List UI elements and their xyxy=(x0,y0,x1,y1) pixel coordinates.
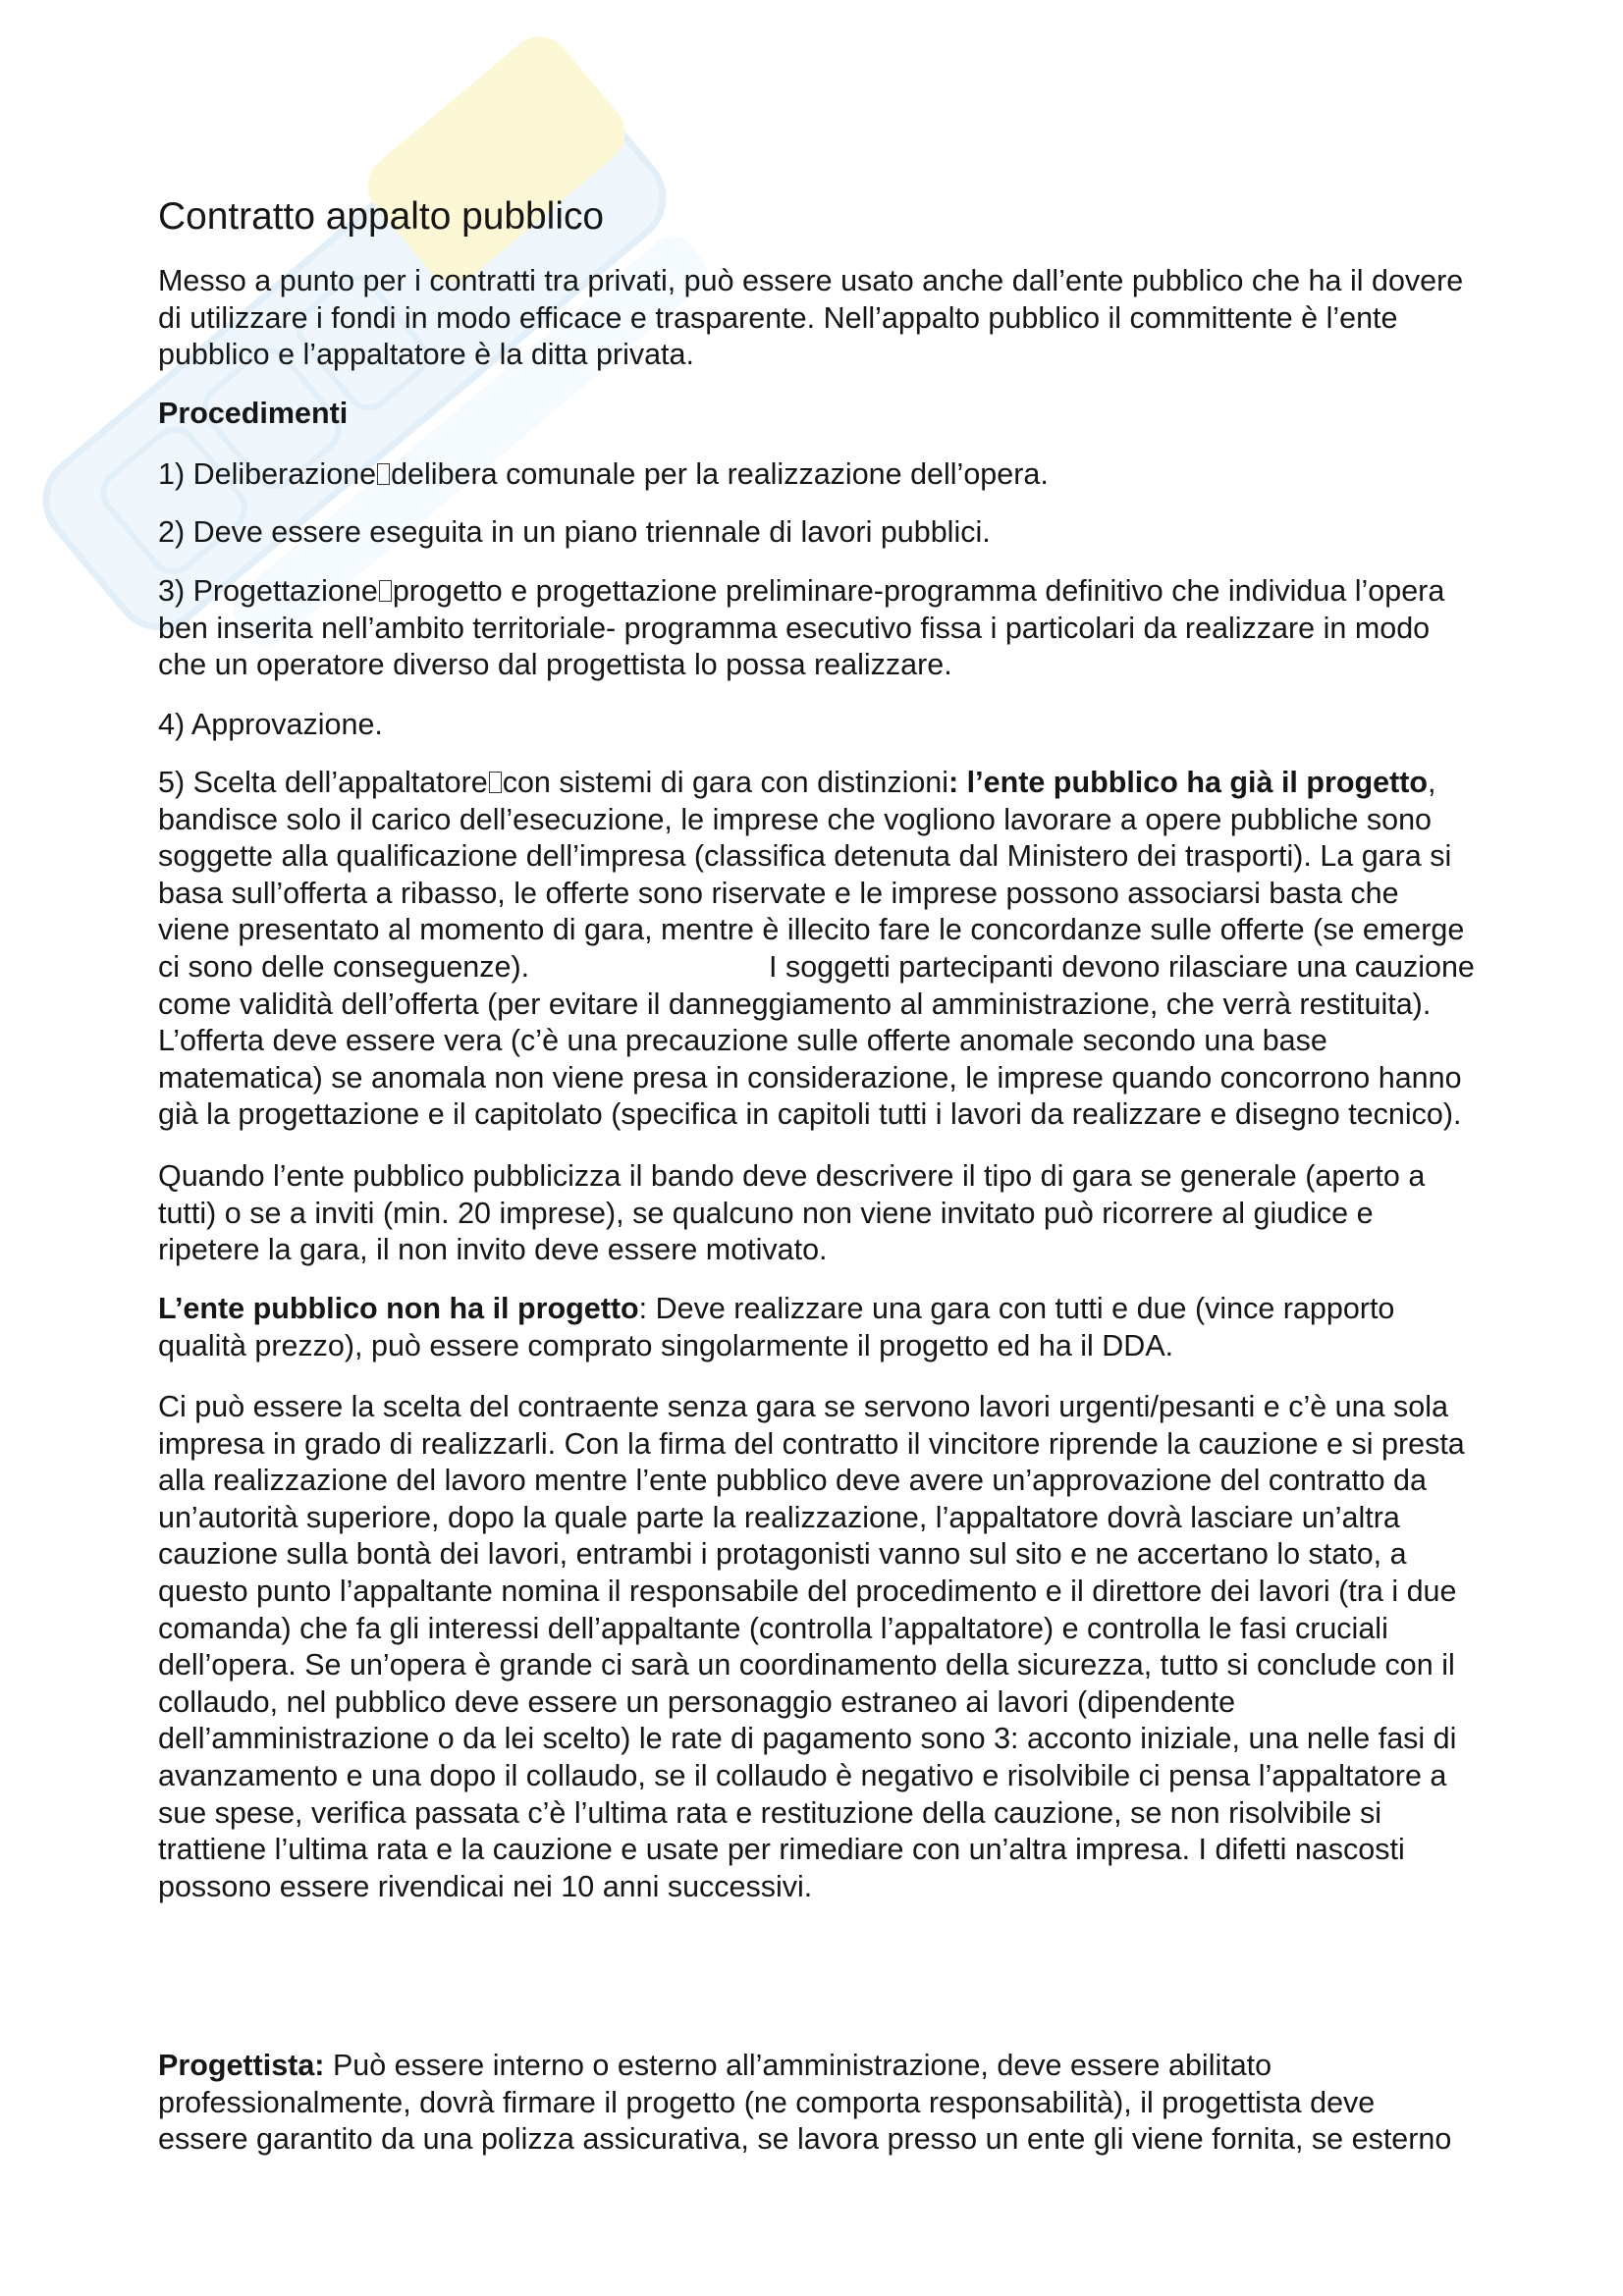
text-line xyxy=(158,949,1475,987)
text-line: Ci può essere la scelta del contraente senza gara se servono lavori urgenti/pesanti e c’è una sola xyxy=(158,1390,1448,1423)
bold-text-segment: : l’ente pubblico ha già il progetto xyxy=(948,766,1429,799)
step-3-paragraph xyxy=(158,573,1444,684)
text-line: L’offerta deve essere vera (c’è una precauzione sulle offerte anomale secondo una base xyxy=(158,1024,1327,1058)
step-4-paragraph xyxy=(158,707,383,744)
bold-text-segment: Progettista: xyxy=(158,2049,325,2082)
procedimenti-heading-block xyxy=(158,396,348,433)
text-line: di utilizzare i fondi in modo efficace e trasparente. Nell’appalto pubblico il committente è l’ente xyxy=(158,300,1398,335)
text-line: un’autorità superiore, dopo la quale parte la realizzazione, l’appaltatore dovrà lasciare un’altra xyxy=(158,1500,1400,1534)
text-line: cauzione sulla bontà dei lavori, entrambi i protagonisti vanno sul sito e ne accertano lo stato, a xyxy=(158,1537,1407,1572)
text-line: tutti) o se a inviti (min. 20 imprese), se qualcuno non viene invitato può ricorrere al giudice e xyxy=(158,1196,1374,1230)
text-line: Messo a punto per i contratti tra privati, può essere usato anche dall’ente pubblico che ha il dovere xyxy=(158,264,1464,297)
senza-gara-paragraph xyxy=(158,1389,1465,1905)
intro-paragraph xyxy=(158,263,1463,374)
text-line: matematica) se anomala non viene presa in considerazione, le imprese quando concorrono hanno xyxy=(158,1060,1462,1095)
text-line: dell’opera. Se un’opera è grande ci sarà un coordinamento della sicurezza, tutto si conclude con il xyxy=(158,1648,1455,1682)
text-line: dell’amministrazione o da lei scelto) le rate di pagamento sono 3: acconto iniziale, una nelle fasi di xyxy=(158,1722,1457,1756)
senza-progetto-paragraph xyxy=(158,1291,1394,1364)
missing-glyph-icon xyxy=(379,580,392,602)
text-line: qualità prezzo), può essere comprato singolarmente il progetto ed ha il DDA. xyxy=(158,1328,1174,1362)
text-line: possono essere rivendicai nei 10 anni successivi. xyxy=(158,1869,813,1903)
text-line: ben inserita nell’ambito territoriale- programma esecutivo fissa i particolari da realizzare in modo xyxy=(158,611,1431,645)
missing-glyph-icon xyxy=(377,463,390,485)
text-line: essere garantito da una polizza assicurativa, se lavora presso un ente gli viene fornita, se esterno xyxy=(158,2122,1452,2157)
progettista-paragraph xyxy=(158,2048,1451,2159)
text-line: Quando l’ente pubblico pubblicizza il bando deve descrivere il tipo di gara se generale (aperto a xyxy=(158,1159,1426,1193)
text-line: comanda) che fa gli interessi dell’appaltante (controlla l’appaltatore) e controlla le fasi cruciali xyxy=(158,1611,1388,1645)
text-line: già la progettazione e il capitolato (specifica in capitoli tutti i lavori da realizzare e disegno tecnico). xyxy=(158,1097,1462,1132)
text-line: 4) Approvazione. xyxy=(158,708,383,741)
text-segment: ci sono delle conseguenze). xyxy=(158,949,530,984)
missing-glyph-icon xyxy=(489,772,502,793)
text-segment: 5) Scelta dell’appaltatore xyxy=(158,766,488,799)
text-line: bandisce solo il carico dell’esecuzione, le imprese che vogliono lavorare a opere pubbliche sono xyxy=(158,802,1433,836)
text-segment: 3) Progettazione xyxy=(158,574,378,608)
step-1-paragraph xyxy=(158,456,1049,494)
text-line: professionalmente, dovrà firmare il progetto (ne comporta responsabilità), il progettista deve xyxy=(158,2085,1376,2119)
text-segment: 1) Deliberazione xyxy=(158,457,377,491)
text-line: che un operatore diverso dal progettista lo possa realizzare. xyxy=(158,648,952,682)
text-segment: con sistemi di gara con distinzioni xyxy=(502,766,949,799)
text-line: 2) Deve essere eseguita in un piano triennale di lavori pubblici. xyxy=(158,515,991,549)
document-title-block xyxy=(158,195,604,239)
text-line: pubblico e l’appaltatore è la ditta privata. xyxy=(158,338,694,372)
text-line: soggette alla qualificazione dell’impresa (classifica detenuta dal Ministero dei trasporti). La gara si xyxy=(158,839,1452,874)
text-segment: : Deve realizzare una gara con tutti e due (vince rapporto xyxy=(638,1292,1395,1325)
text-line xyxy=(158,1291,1394,1328)
text-line: avanzamento e una dopo il collaudo, se il collaudo è negativo e risolvibile ci pensa l’appaltatore a xyxy=(158,1758,1447,1792)
text-segment: I soggetti partecipanti devono rilasciare una cauzione xyxy=(769,949,1475,984)
text-line: collaudo, nel pubblico deve essere un personaggio estraneo ai lavori (dipendente xyxy=(158,1684,1236,1719)
text-segment: progetto e progettazione preliminare-programma definitivo che individua l’opera xyxy=(392,574,1445,608)
text-segment: , xyxy=(1428,766,1436,799)
text-line: viene presentato al momento di gara, mentre è illecito fare le concordanze sulle offerte (se emerge xyxy=(158,913,1465,947)
text-line: sue spese, verifica passata c’è l’ultima rata e restituzione della cauzione, se non risolvibile si xyxy=(158,1795,1382,1830)
section-heading: Procedimenti xyxy=(158,397,349,430)
step-5-paragraph xyxy=(158,765,1475,1134)
page-title: Contratto appalto pubblico xyxy=(158,195,605,238)
text-line xyxy=(158,456,1049,494)
bando-paragraph xyxy=(158,1158,1425,1269)
text-line: come validità dell’offerta (per evitare il danneggiamento al amministrazione, che verrà restituita). xyxy=(158,987,1432,1021)
text-line: impresa in grado di realizzarli. Con la firma del contratto il vincitore riprende la cauzione e si presta xyxy=(158,1426,1465,1461)
text-segment: Può essere interno o esterno all’amministrazione, deve essere abilitato xyxy=(324,2049,1272,2082)
text-line: basa sull’offerta a ribasso, le offerte sono riservate e le imprese possono associarsi basta che xyxy=(158,876,1399,910)
step-2-paragraph xyxy=(158,514,991,552)
text-line: trattiene l’ultima rata e la cauzione e usate per rimediare con un’altra impresa. I difetti nascosti xyxy=(158,1833,1405,1867)
text-line xyxy=(158,573,1444,611)
text-segment: delibera comunale per la realizzazione dell’opera. xyxy=(391,457,1049,491)
text-line: questo punto l’appaltante nomina il responsabile del procedimento e il direttore dei lavori (tra i due xyxy=(158,1574,1457,1608)
text-line xyxy=(158,765,1464,802)
text-line: ripetere la gara, il non invito deve essere motivato. xyxy=(158,1233,828,1267)
bold-text-segment: L’ente pubblico non ha il progetto xyxy=(158,1292,639,1325)
text-line xyxy=(158,2048,1451,2085)
text-line: alla realizzazione del lavoro mentre l’ente pubblico deve avere un’approvazione del contratto da xyxy=(158,1464,1427,1498)
